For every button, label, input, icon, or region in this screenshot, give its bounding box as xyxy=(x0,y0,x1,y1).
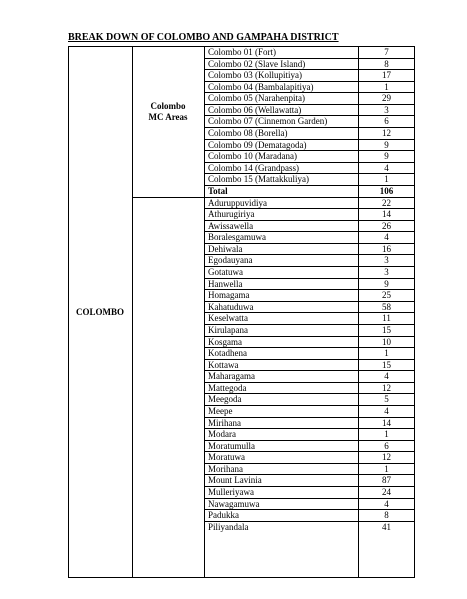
count-value: 41 xyxy=(382,522,391,532)
area-name: Kottawa xyxy=(208,360,239,370)
count-value: 3 xyxy=(384,105,389,115)
count-value: 4 xyxy=(384,232,389,242)
area-name: Colombo 02 (Slave Island) xyxy=(208,59,306,69)
district-label: COLOMBO xyxy=(75,307,124,317)
count-value: 10 xyxy=(382,337,391,347)
count-value: 6 xyxy=(384,116,389,126)
count-value: 25 xyxy=(382,290,391,300)
area-name: Boralesgamuwa xyxy=(208,232,266,242)
area-name: Kahatuduwa xyxy=(208,302,254,312)
count-value: 9 xyxy=(384,140,389,150)
count-value: 3 xyxy=(384,255,389,265)
area-name: Maharagama xyxy=(208,371,255,381)
count-value: 22 xyxy=(382,198,391,208)
count-value: 1 xyxy=(384,429,389,439)
count-value: 1 xyxy=(384,464,389,474)
area-name: Mulleriyawa xyxy=(208,487,254,497)
count-value: 14 xyxy=(382,209,391,219)
area-name: Colombo 08 (Borella) xyxy=(208,128,288,138)
area-name: Mount Lavinia xyxy=(208,475,262,485)
count-value: 11 xyxy=(382,313,391,323)
area-name: Colombo 03 (Kollupitiya) xyxy=(208,70,302,80)
count-value: 1 xyxy=(384,174,389,184)
group-divider xyxy=(132,197,415,198)
area-name: Colombo 15 (Mattakkuliya) xyxy=(208,174,309,184)
total-value: 106 xyxy=(379,186,394,196)
area-name: Colombo 09 (Dematagoda) xyxy=(208,140,307,150)
area-name: Colombo 07 (Cinnemon Garden) xyxy=(208,116,328,126)
area-name: Colombo 04 (Bambalapitiya) xyxy=(208,82,314,92)
area-name: Moratuwa xyxy=(208,452,245,462)
area-name: Colombo 14 (Grandpass) xyxy=(208,163,299,173)
area-name: Awissawella xyxy=(208,221,254,231)
document-title: BREAK DOWN OF COLOMBO AND GAMPAHA DISTRICT xyxy=(68,32,339,43)
area-name: Moratumulla xyxy=(208,441,255,451)
area-name: Homagama xyxy=(208,290,250,300)
table-border-bottom xyxy=(68,577,415,578)
area-name: Padukka xyxy=(208,510,239,520)
area-name: Meegoda xyxy=(208,394,242,404)
count-value: 87 xyxy=(382,475,391,485)
count-value: 1 xyxy=(384,82,389,92)
area-name: Kotadhena xyxy=(208,348,247,358)
area-name: Colombo 06 (Wellawatta) xyxy=(208,105,302,115)
area-name: Keselwatta xyxy=(208,313,248,323)
area-name: Modara xyxy=(208,429,236,439)
count-value: 1 xyxy=(384,348,389,358)
count-value: 12 xyxy=(382,128,391,138)
total-label: Total xyxy=(208,186,228,196)
area-name: Egodauyana xyxy=(208,255,253,265)
area-name: Hanwella xyxy=(208,279,243,289)
area-name: Athurugiriya xyxy=(208,209,255,219)
count-value: 29 xyxy=(382,93,391,103)
count-value: 24 xyxy=(382,487,391,497)
count-value: 3 xyxy=(384,267,389,277)
count-value: 5 xyxy=(384,394,389,404)
area-name: Piliyandala xyxy=(208,522,249,532)
count-value: 17 xyxy=(382,70,391,80)
area-name: Mattegoda xyxy=(208,383,247,393)
count-value: 4 xyxy=(384,371,389,381)
count-value: 7 xyxy=(384,47,389,57)
count-value: 4 xyxy=(384,406,389,416)
count-value: 8 xyxy=(384,59,389,69)
area-name: Kirulapana xyxy=(208,325,248,335)
count-value: 4 xyxy=(384,499,389,509)
area-name: Dehiwala xyxy=(208,244,243,254)
area-name: Nawagamuwa xyxy=(208,499,260,509)
count-value: 26 xyxy=(382,221,391,231)
count-value: 12 xyxy=(382,383,391,393)
area-name: Mirihana xyxy=(208,418,241,428)
district-breakdown-table xyxy=(68,46,415,578)
area-name: Colombo 10 (Maradana) xyxy=(208,151,297,161)
count-value: 16 xyxy=(382,244,391,254)
area-name: Colombo 01 (Fort) xyxy=(208,47,277,57)
count-value: 9 xyxy=(384,279,389,289)
area-name: Colombo 05 (Narahenpita) xyxy=(208,93,305,103)
count-value: 8 xyxy=(384,510,389,520)
count-value: 58 xyxy=(382,302,391,312)
count-value: 15 xyxy=(382,325,391,335)
count-value: 4 xyxy=(384,163,389,173)
table-border-left xyxy=(68,46,69,578)
count-value: 9 xyxy=(384,151,389,161)
area-name: Aduruppuvidiya xyxy=(208,198,267,208)
count-value: 14 xyxy=(382,418,391,428)
count-value: 6 xyxy=(384,441,389,451)
area-name: Gotatuwa xyxy=(208,267,243,277)
column-divider xyxy=(132,46,133,578)
count-value: 15 xyxy=(382,360,391,370)
sub-group-label: Colombo MC Areas xyxy=(148,101,188,122)
area-name: Meepe xyxy=(208,406,233,416)
area-name: Morihana xyxy=(208,464,243,474)
count-value: 12 xyxy=(382,452,391,462)
area-name: Kosgama xyxy=(208,337,242,347)
